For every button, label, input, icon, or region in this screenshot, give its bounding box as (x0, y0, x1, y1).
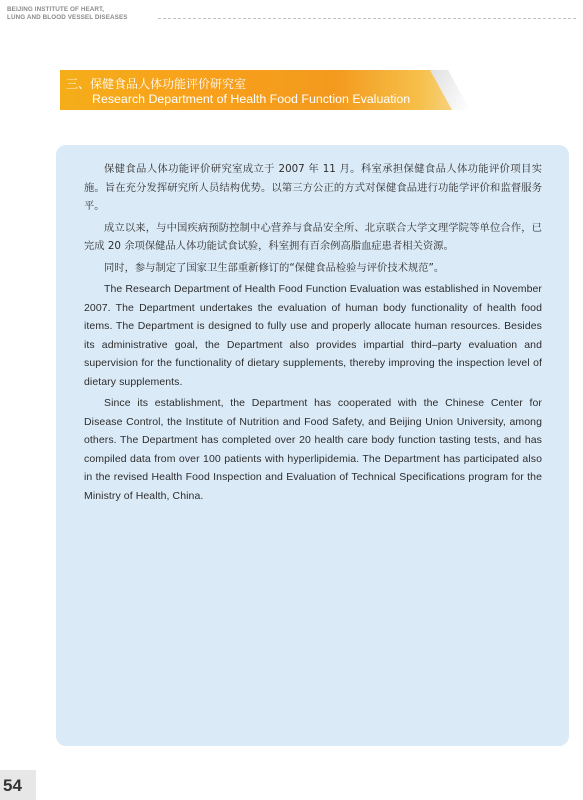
institute-name (7, 6, 128, 22)
page-number: 54 (3, 776, 22, 795)
section-title-zh: 三、保健食品人体功能评价研究室 (66, 77, 247, 91)
content-text (84, 160, 542, 508)
body-paragraph-en: Since its establishment, the Department has cooperated with the Chinese Center for Disease Control, the Institute of Nutrition and Food Safety, and Beijing Union University, among others. The Department has completed over 20 health care body function tasting tests, and has compiled data from over 100 patients with hyperlipidemia. The Department has participated also in the revised Health Food Inspection and Evaluation of Technical Specifications program for the Ministry of Health, China. (84, 397, 542, 502)
section-title-en: Research Department of Health Food Function Evaluation (92, 92, 411, 106)
institute-name-line2: LUNG AND BLOOD VESSEL DISEASES (7, 14, 128, 21)
body-paragraph-zh: 保健食品人体功能评价研究室成立于 2007 年 11 月。科室承担保健食品人体功能评价项目实施。旨在充分发挥研究所人员结构优势。以第三方公正的方式对保健食品进行功能学评价和监督服务平。 (84, 163, 542, 212)
body-paragraph-zh: 同时，参与制定了国家卫生部重新修订的“保健食品检验与评价技术规范”。 (104, 261, 445, 274)
body-paragraph-zh: 成立以来，与中国疾病预防控制中心营养与食品安全所、北京联合大学文理学院等单位合作，已完成 20 余项保健品人体功能试食试验，科室拥有百余例高脂血症患者相关资源。 (84, 221, 542, 252)
body-paragraph-en: The Research Department of Health Food Function Evaluation was established in November 2007. The Department undertakes the evaluation of human body functionality of health food items. The Department is designed to fully use and properly allocate human resources. Besides its administrative goal, the Department also provides impartial third–party evaluation and supervision for the functionality of dietary supplements, thereby improving the inspection level of dietary supplements. (84, 283, 542, 388)
institute-name-line1: BEIJING INSTITUTE OF HEART, (7, 6, 105, 13)
header-dashed-rule (158, 18, 576, 19)
